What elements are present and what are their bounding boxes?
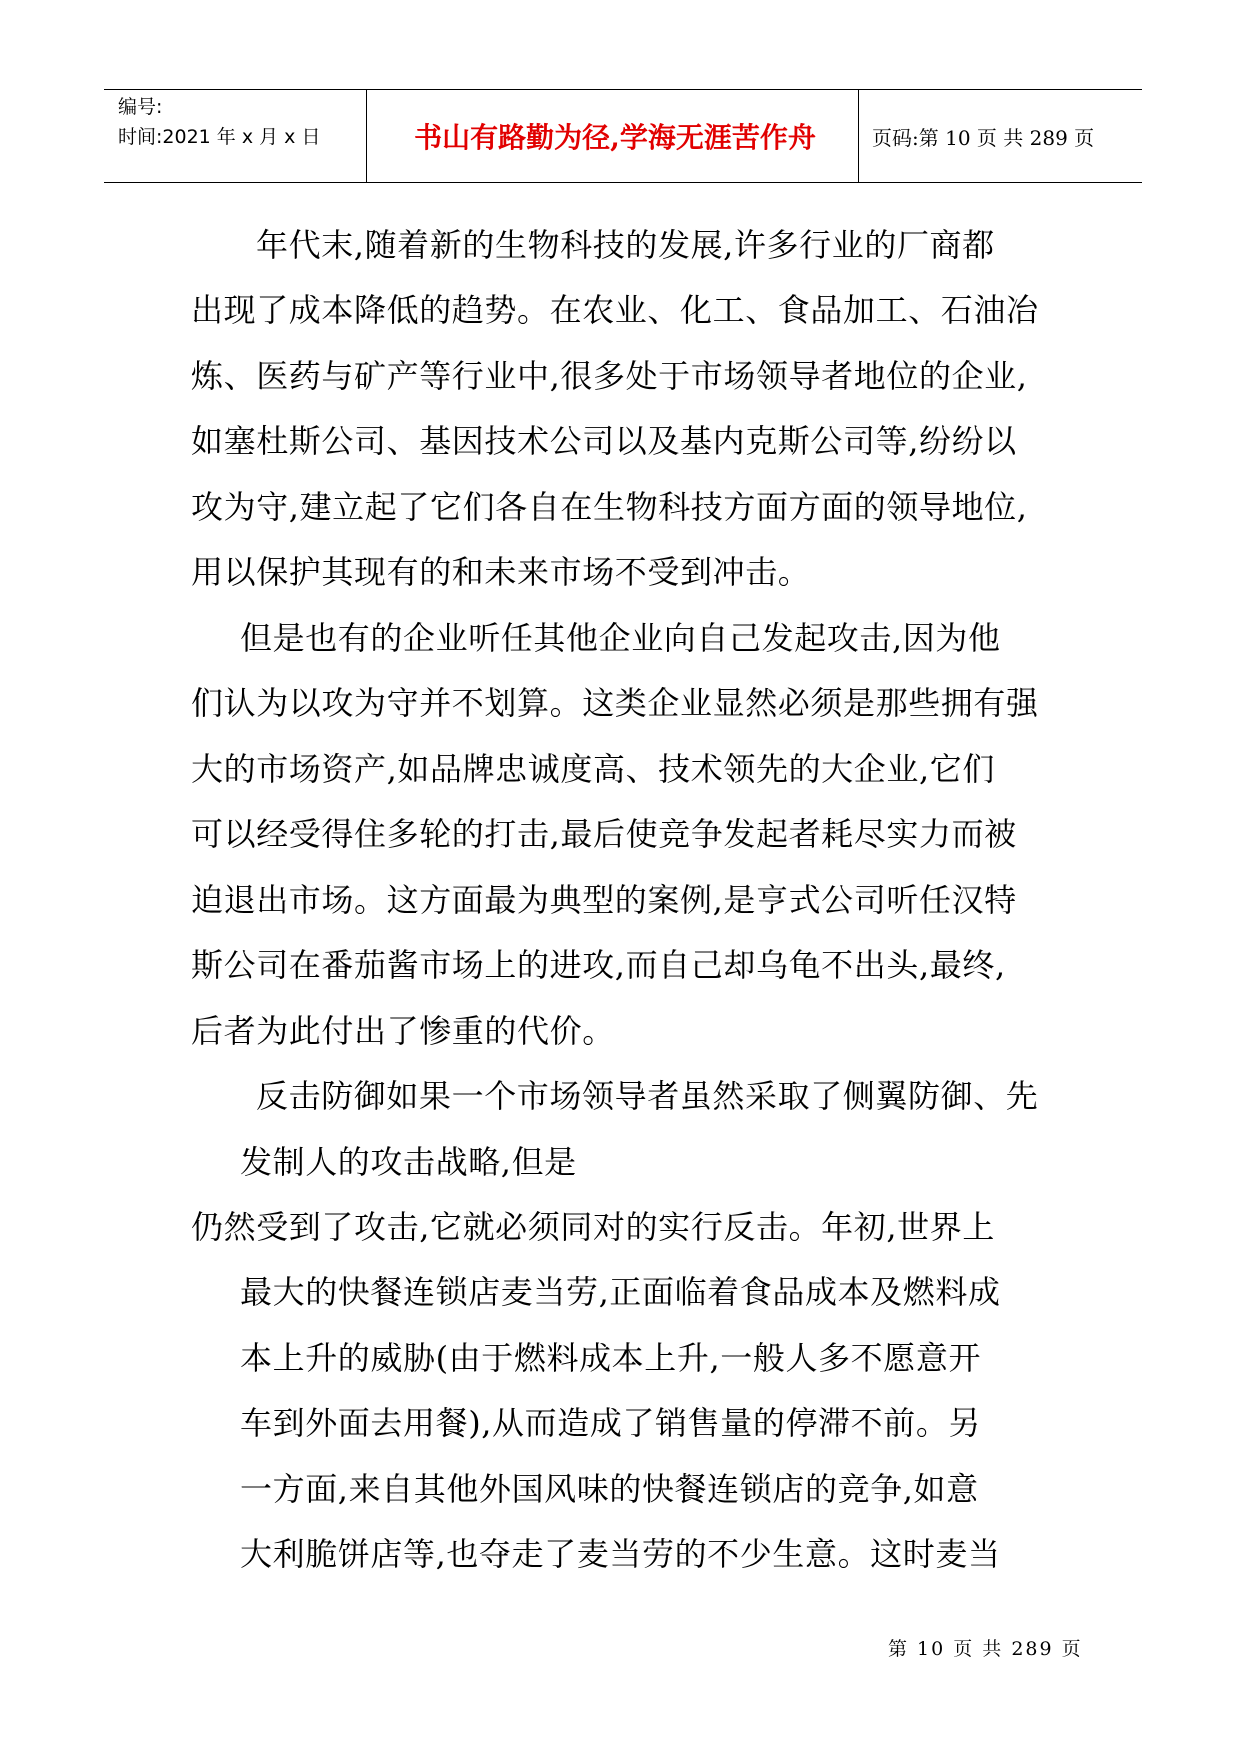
body-line: 斯公司在番茄酱市场上的进攻,而自己却乌龟不出头,最终, xyxy=(191,946,1006,984)
body-line: 仍然受到了攻击,它就必须同对的实行反击。年初,世界上 xyxy=(191,1208,995,1246)
document-time-label: 时间:2021 年 x 月 x 日 xyxy=(118,126,321,148)
body-line: 本上升的威胁(由于燃料成本上升,一般人多不愿意开 xyxy=(240,1339,982,1377)
header-meta xyxy=(118,92,320,152)
body-line: 反击防御如果一个市场领导者虽然采取了侧翼防御、先 xyxy=(256,1077,1039,1115)
header-motto: 书山有路勤为径,学海无涯苦作舟 xyxy=(414,121,816,154)
header-bottom-rule xyxy=(104,182,1142,183)
body-line: 一方面,来自其他外国风味的快餐连锁店的竞争,如意 xyxy=(240,1470,979,1508)
header-top-rule xyxy=(104,89,1142,90)
body-line: 们认为以攻为守并不划算。这类企业显然必须是那些拥有强 xyxy=(191,684,1039,722)
body-line: 后者为此付出了惨重的代价。 xyxy=(191,1012,615,1050)
body-line: 攻为守,建立起了它们各自在生物科技方面方面的领导地位, xyxy=(191,488,1028,526)
body-line: 大的市场资产,如品牌忠诚度高、技术领先的大企业,它们 xyxy=(191,750,995,788)
body-line: 炼、医药与矿产等行业中,很多处于市场领导者地位的企业, xyxy=(191,357,1028,395)
body-line: 发制人的攻击战略,但是 xyxy=(240,1143,577,1181)
header-divider-left xyxy=(366,90,367,183)
body-line: 如塞杜斯公司、基因技术公司以及基内克斯公司等,纷纷以 xyxy=(191,422,1017,460)
body-line: 用以保护其现有的和未来市场不受到冲击。 xyxy=(191,553,811,591)
body-line: 大利脆饼店等,也夺走了麦当劳的不少生意。这时麦当 xyxy=(240,1535,1001,1573)
body-line: 最大的快餐连锁店麦当劳,正面临着食品成本及燃料成 xyxy=(240,1273,1001,1311)
body-line: 车到外面去用餐),从而造成了销售量的停滞不前。另 xyxy=(240,1404,982,1442)
body-line: 迫退出市场。这方面最为典型的案例,是亨式公司听任汉特 xyxy=(191,881,1017,919)
header-page-number: 页码:第 10 页 共 289 页 xyxy=(872,126,1095,150)
body-line: 年代末,随着新的生物科技的发展,许多行业的厂商都 xyxy=(256,226,995,264)
body-line: 但是也有的企业听任其他企业向自己发起攻击,因为他 xyxy=(240,619,1001,657)
body-line: 出现了成本降低的趋势。在农业、化工、食品加工、石油冶 xyxy=(191,291,1039,329)
footer-page-number: 第 10 页 共 289 页 xyxy=(888,1638,1083,1660)
document-number-label: 编号: xyxy=(118,96,163,118)
header-divider-right xyxy=(858,90,859,183)
body-line: 可以经受得住多轮的打击,最后使竞争发起者耗尽实力而被 xyxy=(191,815,1017,853)
